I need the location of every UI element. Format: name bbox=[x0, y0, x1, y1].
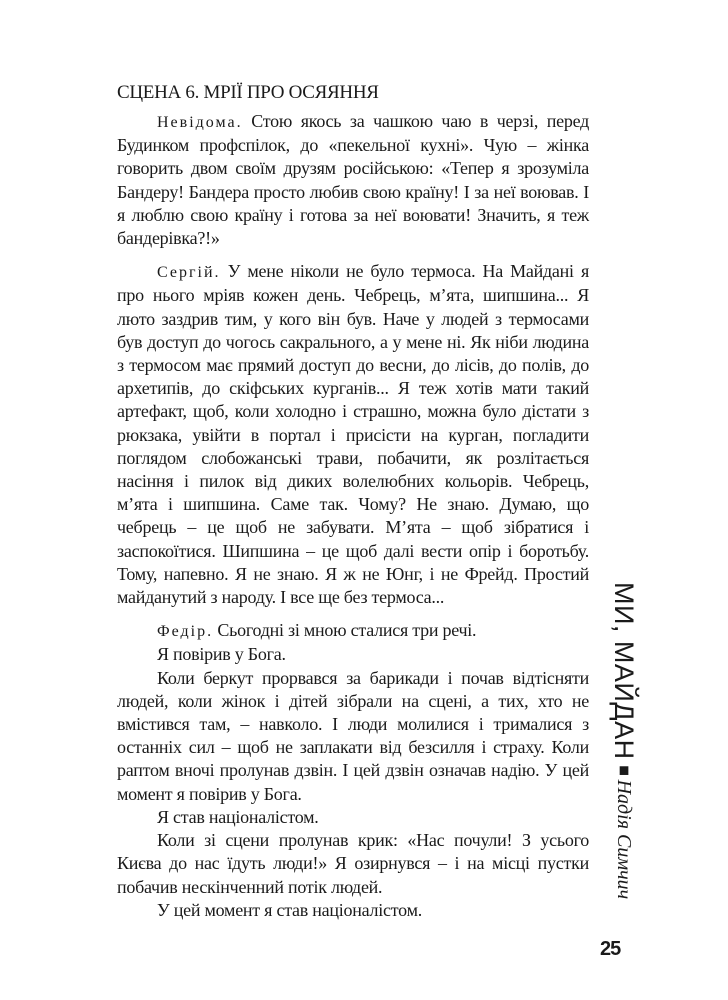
paragraph-text: У мене ніколи не було термоса. На Майдані я про нього мріяв кожен день. Чебрець, м’ята, шипшина... Я люто заздрив тим, у кого він був. Наче у людей з термосами був доступ до чогось сакрального, а у мене ні. Як ніби людина з термосом має прямий доступ до весни, до лісів, до полів, до архетипів, до скіфських курганів... Я теж хотів мати такий артефакт, щоб, коли холодно і страшно, можна було дістати з рюкзака, увійти в портал і присісти на курган, погладити поглядом слобожанські трави, побачити, як розлітається насіння і пилок від диких волелюбних кольорів. Чебрець, м’ята і шипшина. Саме так. Чому? Не знаю. Думаю, що чебрець – це щоб не забувати. М’ята – щоб зібратися і заспокоїтися. Шипшина – це щоб далі вести опір і боротьбу. Тому, напевно. Я не знаю. Я ж не Юнг, і не Фрейд. Простий майданутий з народу. І все ще без термоса... bbox=[117, 261, 589, 608]
book-title: МИ, МАЙДАН bbox=[609, 582, 639, 760]
paragraph-fedir bbox=[117, 619, 589, 643]
paragraph-text: Сьогодні зі мною сталися три речі. bbox=[213, 620, 477, 641]
running-header bbox=[598, 582, 644, 900]
scene-title: СЦЕНА 6. МРІЇ ПРО ОСЯЯННЯ bbox=[117, 82, 379, 103]
speaker-name: Федір. bbox=[157, 623, 214, 641]
paragraph: Коли зі сцени пролунав крик: «Нас почули! З усього Києва до нас їдуть люди!» Я озирнувся – і на місці пустки побачив нескінченний потік людей. bbox=[117, 830, 589, 897]
paragraph-unknown bbox=[117, 110, 589, 250]
paragraph: Я повірив у Бога. bbox=[157, 644, 286, 665]
speaker-name: Сергій. bbox=[157, 264, 221, 282]
paragraph: Я став націоналістом. bbox=[157, 806, 319, 827]
paragraph: Коли беркут прорвався за барикади і почав відтісняти людей, коли жінок і дітей зібрали на сцені, а тих, хто не вмістився там, – навколо. І люди молилися і трималися з останніх сил – щоб не заплакати від безсилля і страху. Коли раптом вночі пролунав дзвін. І цей дзвін означав надію. У цей момент я повірив у Бога. bbox=[117, 667, 589, 804]
speaker-name: Невідома. bbox=[157, 114, 243, 131]
page-number: 25 bbox=[600, 938, 621, 960]
page-body bbox=[117, 110, 589, 922]
paragraph: У цей момент я став націоналістом. bbox=[157, 899, 422, 920]
square-separator-icon: ■ bbox=[614, 759, 634, 780]
paragraph-serhii bbox=[117, 260, 589, 609]
author-name: Надія Симчич bbox=[613, 779, 635, 900]
paragraph-text: Стою якось за чашкою чаю в черзі, перед Будинком профспілок, до «пекельної кухні». Чую – жінка говорить двом своїм друзям російською: «Тепер я зрозуміла Бандеру! Бандера просто любив свою країну! І за неї воював. І я люблю свою країну і готова за неї воювати! Значить, я теж бандерівка?!» bbox=[117, 111, 589, 249]
